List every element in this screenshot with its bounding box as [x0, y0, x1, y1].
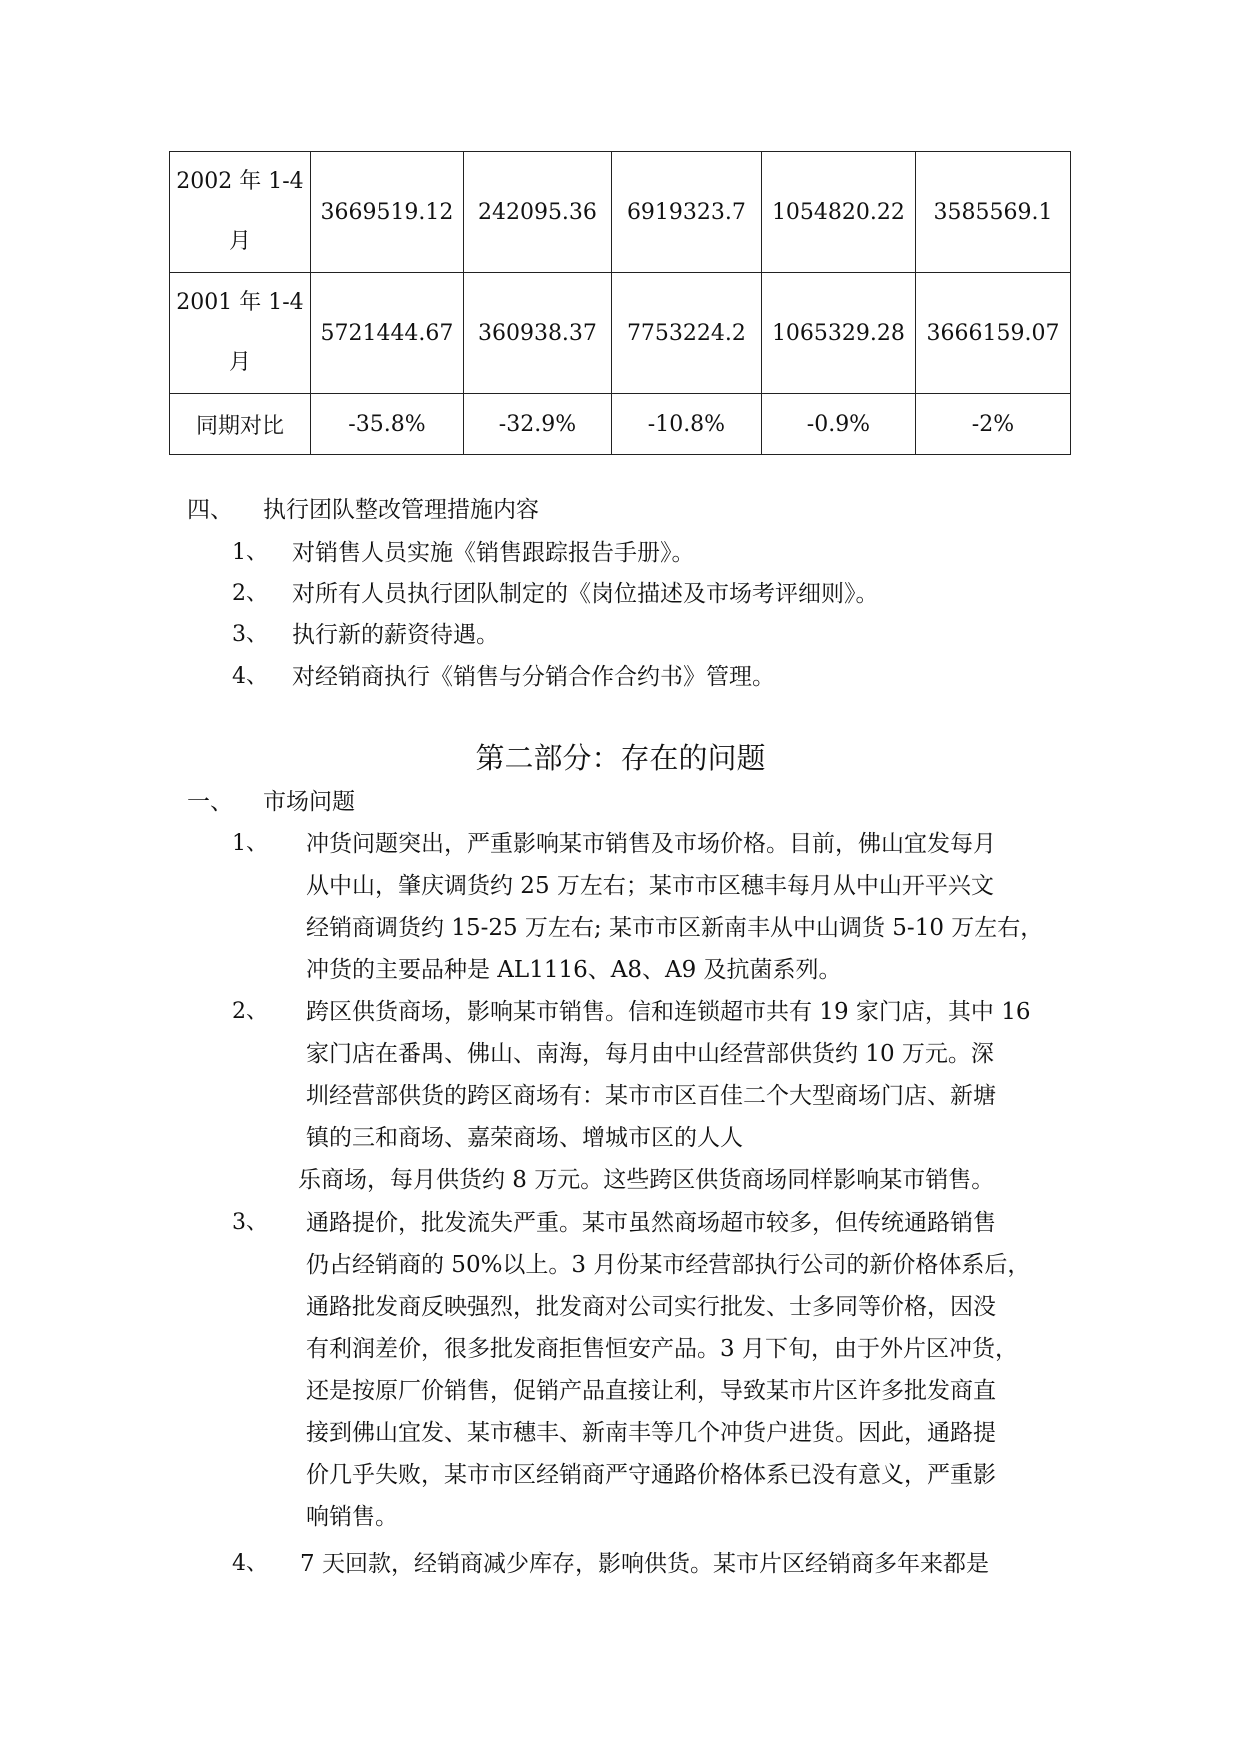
row-label: 2001 年 1-4 月	[170, 273, 311, 394]
table-cell: 242095.36	[463, 152, 611, 273]
list-item: 跨区供货商场，影响某市销售。信和连锁超市共有 19 家门店，其中 16 家门店在番禺、佛山、南海，每月由中山经营部供货约 10 万元。深 圳经营部供货的跨区商场有：某市市区百佳二个大型商场门店、新塘 镇的三和商场、嘉荣商场、增城市区的人人	[306, 999, 1031, 1151]
section-marker: 四、	[187, 497, 233, 523]
list-item: 对所有人员执行团队制定的《岗位描述及市场考评细则》。	[292, 581, 879, 607]
list-number: 1、	[232, 540, 268, 565]
table-cell: -2%	[915, 394, 1070, 455]
table-cell: 6919323.7	[611, 152, 761, 273]
list-number: 3、	[232, 1210, 268, 1235]
table-cell: 3666159.07	[915, 273, 1070, 394]
row-label: 同期对比	[170, 394, 311, 455]
table-cell: 7753224.2	[611, 273, 761, 394]
table-cell: 3585569.1	[915, 152, 1070, 273]
table-cell: 3669519.12	[310, 152, 463, 273]
list-number: 2、	[232, 999, 268, 1024]
table-cell: 1065329.28	[761, 273, 915, 394]
sales-comparison-table	[169, 151, 1071, 455]
table-cell: -35.8%	[310, 394, 463, 455]
list-item: 冲货问题突出，严重影响某市销售及市场价格。目前，佛山宜发每月 从中山，肇庆调货约 25 万左右；某市市区穗丰每月从中山开平兴文 经销商调货约 15-25 万左右; 某市市区新南丰从中山调货 5-10 万左右， 冲货的主要品种是 AL1116、A8、A9 及抗菌系列。	[306, 831, 1044, 983]
list-number: 4、	[232, 1551, 268, 1576]
table-cell: 5721444.67	[310, 273, 463, 394]
table-cell: -10.8%	[611, 394, 761, 455]
table-row	[170, 152, 1071, 273]
row-label: 2002 年 1-4 月	[170, 152, 311, 273]
table-row	[170, 273, 1071, 394]
table-cell: 360938.37	[463, 273, 611, 394]
list-number: 2、	[232, 581, 268, 606]
list-number: 4、	[232, 664, 268, 689]
section-title: 执行团队整改管理措施内容	[263, 497, 539, 523]
list-item: 通路提价，批发流失严重。某市虽然商场超市较多，但传统通路销售 仍占经销商的 50%以上。3 月份某市经营部执行公司的新价格体系后， 通路批发商反映强烈，批发商对公司实行批发、士多同等价格，因没 有利润差价，很多批发商拒售恒安产品。3 月下旬，由于外片区冲货， 还是按原厂价销售，促销产品直接让利，导致某市片区许多批发商直 接到佛山宜发、某市穗丰、新南丰等几个冲货户进货。因此，通路提 价几乎失败，某市市区经销商严守通路价格体系已没有意义，严重影 响销售。	[306, 1210, 1031, 1530]
list-item: 执行新的薪资待遇。	[292, 622, 499, 648]
list-item: 7 天回款，经销商减少库存，影响供货。某市片区经销商多年来都是	[300, 1551, 989, 1577]
list-item: 对经销商执行《销售与分销合作合约书》管理。	[292, 664, 775, 690]
section-marker: 一、	[187, 789, 233, 815]
table-cell: 1054820.22	[761, 152, 915, 273]
list-item: 对销售人员实施《销售跟踪报告手册》。	[292, 540, 695, 566]
list-number: 3、	[232, 622, 268, 647]
table-row	[170, 394, 1071, 455]
list-item-continuation: 乐商场，每月供货约 8 万元。这些跨区供货商场同样影响某市销售。	[298, 1167, 995, 1193]
list-number: 1、	[232, 831, 268, 856]
table-cell: -32.9%	[463, 394, 611, 455]
part-heading: 第二部分：存在的问题	[475, 741, 766, 775]
table-cell: -0.9%	[761, 394, 915, 455]
section-title: 市场问题	[263, 789, 355, 815]
